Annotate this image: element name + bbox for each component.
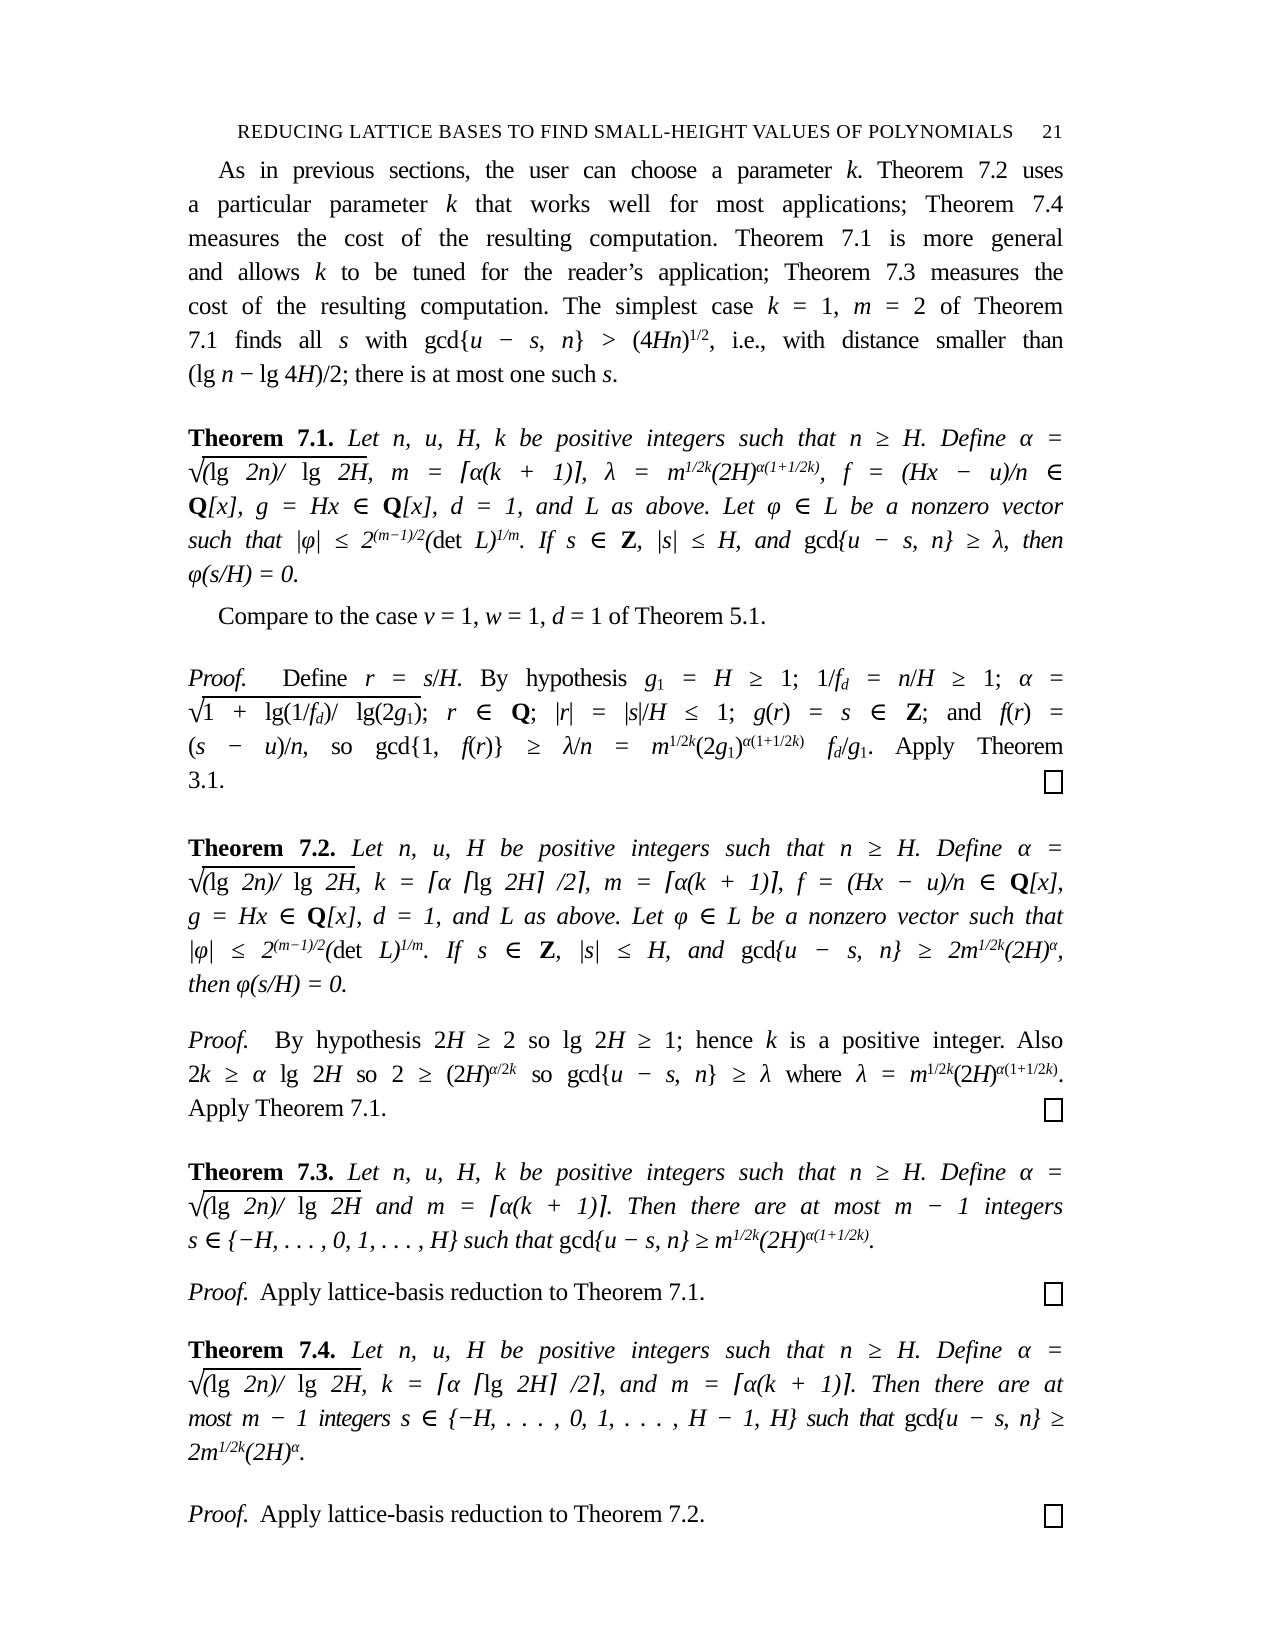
qed-box [1044,770,1063,794]
text-line: such that $|\varphi| \le 2^{(m-1)/2}(\det$ L)$^{1/m}$. If s ∈ Z, |s| ≤ H, and gcd{u − s, n} ≥ λ, then [188,526,1064,554]
text-line: measures the cost of the resulting computation. Theorem 7.1 is more general [188,225,1063,252]
text-line: a particular parameter k that works well for most applications; Theorem 7.4 [188,191,1063,218]
text-line: (lg n − lg 4H)/2; there is at most one such s. [188,361,618,388]
text-line: (s − u)/n, so gcd{1, $f(r)\} \ge \lambda/n = m^{1/2k}(2g_1)^{\alpha(1+1/2k)}$ $f_d/g_1$. Apply Theorem [188,732,1063,762]
theorem-7-2 [188,832,1063,1002]
text-line: √(lg 2n)/ lg 2H and m = ⌈α(k + 1)⌉. Then there are at most m − 1 integers [188,1189,1063,1224]
text-line: $2m^{1/2k}(2H)^\alpha$. [188,1438,306,1466]
theorem-7-4 [188,1334,1063,1470]
compare-note [188,600,1063,634]
text-line: Compare to the case v = 1, w = 1, d = 1 of Theorem 5.1. [218,603,767,630]
proof-7-1 [188,662,1063,798]
text-line: 2k ≥ α lg 2H so $2 \ge (2H)^{\alpha/2k}$ so gcd{u − s, n} ≥ λ where $\lambda = m^{1/2k}(2H)^{\alpha(1+1/2k)}$. [188,1060,1063,1088]
theorem-7-3 [188,1156,1063,1258]
text-line: 7.1 finds all s with gcd{u − s, $n\} > (4Hn)^{1/2}$, i.e., with distance smaller than [188,326,1064,354]
text-line: Proof. By hypothesis 2H ≥ 2 so lg 2H ≥ 1; hence k is a positive integer. Also [188,1027,1063,1054]
text-line: $|\varphi| \le 2^{(m-1)/2}(\det$ L)$^{1/m}$. If s ∈ Z, |s| ≤ H, and gcd{u − s, $n\} \ge 2m^{1/2k}(2H)^\alpha$, [188,936,1063,964]
text-line: $√1 + \lg(1/f_d)/$ $\lg(2g_1)$; r ∈ Q; |r| = |s|/H ≤ 1; g(r) = s ∈ Z; and f(r) = [188,695,1064,730]
running-head-title: REDUCING LATTICE BASES TO FIND SMALL-HEIGHT VALUES OF POLYNOMIALS [237,121,1014,143]
proof-7-3 [188,1276,1063,1310]
text-line: Q[x], g = Hx ∈ Q[x], d = 1, and L as above. Let φ ∈ L be a nonzero vector [188,493,1064,520]
text-line: then φ(s/H) = 0. [188,971,348,998]
text-line: g = Hx ∈ Q[x], d = 1, and L as above. Let φ ∈ L be a nonzero vector such that [188,903,1063,930]
theorem-7-1 [188,422,1063,592]
proof-7-2 [188,1024,1063,1126]
text-line: Proof. Define r = s/H. By hypothesis $g_1 = H \ge 1$; $1/f_d = n/H \ge 1$; α = [188,665,1064,694]
qed-box [1044,1098,1063,1122]
intro-paragraph [188,154,1063,392]
text-line: Apply Theorem 7.1. [188,1092,1063,1126]
paper-page [188,0,1063,1532]
text-line: s ∈ {−H, . . . , 0, 1, . . . , H} such that gcd{u − s, $n\} \ge m^{1/2k}(2H)^{\alpha(1+1/2k)}$. [188,1226,875,1254]
proof-7-4 [188,1498,1063,1532]
page-number: 21 [1042,121,1063,143]
qed-box [1044,1504,1063,1528]
text-line: As in previous sections, the user can choose a parameter k. Theorem 7.2 uses [218,157,1063,184]
text-line: most m − 1 integers s ∈ {−H, . . . , 0, 1, . . . , H − 1, H} such that gcd{u − s, n} ≥ [188,1405,1063,1432]
running-head [188,120,1063,144]
text-line: √(lg 2n)/ lg 2H, k = ⌈α ⌈lg 2H⌉ /2⌉, m = ⌈α(k + 1)⌉, f = (Hx − u)/n ∈ Q[x], [188,865,1063,900]
text-line: Theorem 7.4. Let n, u, H be positive integers such that n ≥ H. Define α = [188,1337,1064,1364]
text-line: Theorem 7.1. Let n, u, H, k be positive integers such that n ≥ H. Define α = [188,425,1063,452]
text-line: cost of the resulting computation. The simplest case k = 1, m = 2 of Theorem [188,293,1063,320]
text-line: and allows k to be tuned for the reader’s application; Theorem 7.3 measures the [188,259,1063,286]
text-line: √(lg 2n)/ lg 2H, k = ⌈α ⌈lg 2H⌉ /2⌉, and m = ⌈α(k + 1)⌉. Then there are at [188,1367,1063,1402]
text-line: Theorem 7.3. Let n, u, H, k be positive integers such that n ≥ H. Define α = [188,1159,1063,1186]
text-line: 3.1. [188,764,1063,798]
qed-box [1044,1282,1063,1306]
text-line: Proof. Apply lattice-basis reduction to Theorem 7.2. [188,1498,1063,1532]
text-line: √(lg 2n)/ lg 2H, m = ⌈α(k + 1)⌉, $\lambda = m^{1/2k}(2H)^{\alpha(1+1/2k)}$, f = (Hx − u)/n ∈ [188,455,1064,490]
text-line: φ(s/H) = 0. [188,561,300,588]
text-line: Proof. Apply lattice-basis reduction to Theorem 7.1. [188,1276,1063,1310]
text-line: Theorem 7.2. Let n, u, H be positive integers such that n ≥ H. Define α = [188,835,1064,862]
page-content [188,154,1063,1532]
